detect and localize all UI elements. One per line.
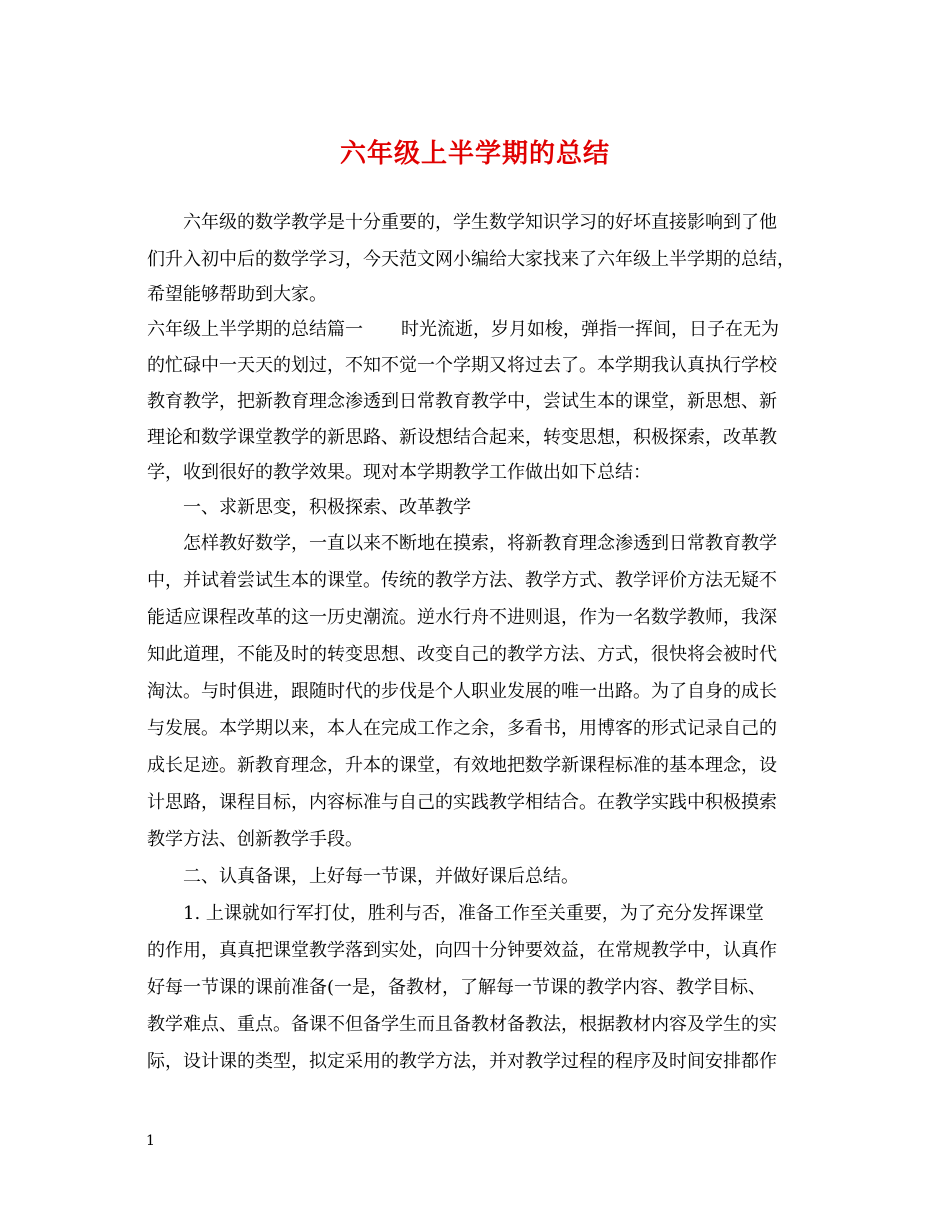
section-heading: 六年级上半学期的总结篇一 <box>147 319 363 340</box>
paragraph-line: 理论和数学课堂教学的新思路、新设想结合起来，转变思想，积极探索，改革教 <box>147 427 777 448</box>
paragraph-line: 的忙碌中一天天的划过，不知不觉一个学期又将过去了。本学期我认真执行学校 <box>147 355 777 376</box>
paragraph-line: 1. 上课就如行军打仗，胜利与否，准备工作至关重要，为了充分发挥课堂 <box>183 903 764 924</box>
paragraph-line: 希望能够帮助到大家。 <box>147 284 327 305</box>
paragraph-line: 教学难点、重点。备课不但备学生而且备教材备教法，根据教材内容及学生的实 <box>147 1014 777 1035</box>
paragraph-line: 中，并试着尝试生本的课堂。传统的教学方法、教学方式、教学评价方法无疑不 <box>147 570 777 591</box>
paragraph-line: 与发展。本学期以来，本人在完成工作之余，多看书，用博客的形式记录自己的 <box>147 718 777 739</box>
page-number: 1 <box>146 1133 155 1149</box>
paragraph-line: 教育教学，把新教育理念渗透到日常教育教学中，尝试生本的课堂，新思想、新 <box>147 391 777 412</box>
paragraph-line: 的作用，真真把课堂教学落到实处，向四十分钟要效益，在常规教学中，认真作 <box>147 940 777 961</box>
paragraph-line: 们升入初中后的数学学习，今天范文网小编给大家找来了六年级上半学期的总结， <box>147 249 795 270</box>
document-title: 六年级上半学期的总结 <box>339 139 610 169</box>
paragraph-line: 淘汰。与时俱进，跟随时代的步伐是个人职业发展的唯一出路。为了自身的成长 <box>147 681 777 702</box>
paragraph-line: 教学方法、创新教学手段。 <box>147 829 363 850</box>
section-heading-line <box>147 311 805 348</box>
paragraph-line: 好每一节课的课前准备(一是，备教材，了解每一节课的教学内容、教学目标、 <box>147 977 767 998</box>
paragraph-line: 知此道理，不能及时的转变思想、改变自己的教学方法、方式，很快将会被时代 <box>147 644 777 665</box>
paragraph-line: 计思路，课程目标，内容标准与自己的实践教学相结合。在教学实践中积极摸索 <box>147 792 777 813</box>
document-body <box>147 204 805 1080</box>
paragraph-line: 际，设计课的类型，拟定采用的教学方法，并对教学过程的程序及时间安排都作 <box>147 1051 777 1072</box>
paragraph-line: 能适应课程改革的这一历史潮流。逆水行舟不进则退，作为一名数学教师，我深 <box>147 607 777 628</box>
subheading-line: 二、认真备课，上好每一节课，并做好课后总结。 <box>183 866 579 887</box>
paragraph-text: 时光流逝，岁月如梭，弹指一挥间，日子在无为 <box>401 319 779 340</box>
paragraph-line: 怎样教好数学，一直以来不断地在摸索，将新教育理念渗透到日常教育教学 <box>183 533 777 554</box>
paragraph-line: 成长足迹。新教育理念，升本的课堂，有效地把数学新课程标准的基本理念，设 <box>147 755 777 776</box>
paragraph-line: 学，收到很好的教学效果。现对本学期教学工作做出如下总结： <box>147 462 651 483</box>
subheading-line: 一、求新思变，积极探索、改革教学 <box>183 497 471 518</box>
paragraph-line: 六年级的数学教学是十分重要的，学生数学知识学习的好坏直接影响到了他 <box>183 212 777 233</box>
